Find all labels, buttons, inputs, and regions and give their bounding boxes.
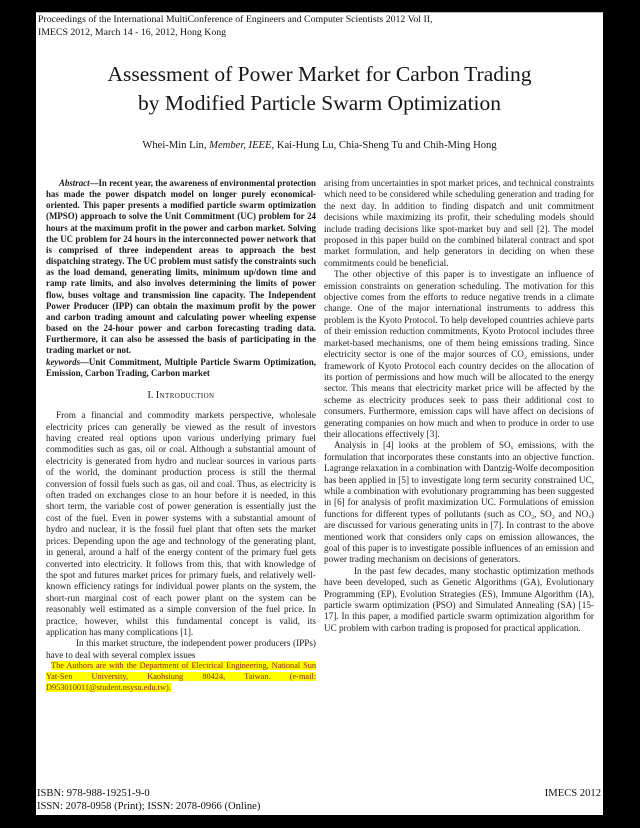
keywords-label: keywords — [46, 356, 81, 367]
footer-conference-label: IMECS 2012 — [544, 787, 601, 799]
proceedings-header-line2: IMECS 2012, March 14 - 16, 2012, Hong Kong — [38, 26, 227, 38]
body-paragraph-2: The other objective of this paper is to investigate an influence of emission constraints on generation scheduling. The motivation for this objective comes from the efforts to reduce negative trends in a climate change. One of the major international instruments to address this problem is the Kyoto Protocol. To help developed countries achieve parts of their emission reduction commitments, Kyoto Protocol includes three market-based mechanisms, one of them being emissions trading. Since electricity sector is one of the major sources of CO₂ emissions, under framework of Kyoto Protocol each country decides on the allocation of its portion of permissions and how much will be allocated to the energy sector. This means that electricity market price will be affected by the scheme as electricity produces seek to pass their additional cost to consumers. Furthermore, emission caps will have affect on decisions of generating companies on how much and when to produce in order to use their allocations effectively [3]. — [324, 269, 594, 439]
intro-paragraph-1: From a financial and commodity markets perspective, wholesale electricity prices can generally be viewed as the result of investors having created real options upon various underlying primary fuel commodities such as gas, oil or coal. Although a substantial amount of electricity is generated from hydro and nuclear sources in various parts of the world, the dominant production process is still the thermal conversion of fossil fuels such as gas, oil and coal. Thus, as electricity is often traded on exchanges close to an hour before it is needed, in this short term, the variable cost of power generation is essentially just the cost of the fuel. Even in power systems with a substantial amount of hydro and nuclear, it is the fossil fuel plant that often sets the market prices. Depending upon the age and technology of the generating plant, in general, around a half of the energy content of the primary fuel gets converted into electricity. It follows from this, that with knowledge of the spot and futures market prices for primary fuels, and relatively well-known efficiency ratings for individual power plants on the system, the short-run marginal cost of each power plant on the system can be reasonably well estimated as a simple conversion of the fuel price. In practice, however, whilst this fundamental concept is valid, its application has many complications [1]. — [46, 410, 316, 637]
intro-paragraph-2: In this market structure, the independent power producers (IPPs) have to deal with several complex issues — [46, 638, 316, 660]
section-title: Introduction — [155, 389, 215, 401]
proceedings-header-line1: Proceedings of the International MultiConference of Engineers and Computer Scientists 2012 Vol II, — [38, 14, 433, 25]
page-title-line1: Assessment of Power Market for Carbon Trading — [107, 62, 532, 86]
proceedings-header — [38, 14, 601, 39]
abstract-label: Abstract — [59, 178, 90, 188]
abstract-text: —In recent year, the awareness of environmental protection has made the power dispatch model on longer purely economical-oriented. This paper presents a modified particle swarm optimization (MPSO) approach to solve the Unit Commitment (UC) problem for 24 hours at the maximum profit in the power and carbon market. Solving the UC problem for 24 hours in the interconnected power network that is comprised of three independent areas to approach the best dispatching strategy. The UC problem must satisfy the constraints such as the load demand, generating limits, minimum up/down time and ramp rate limits, and also involves determining the limits of power flow, buses voltage and transmission line capacity. The Independent Power Producer (IPP) can obtain the maximum profit by the power and carbon trading amount and calculating power wheeling expense based on the 24-hour power and carbon forecasting trading data. Furthermore, it can also be assessed the basis of participating in the trading market or not. — [46, 178, 316, 356]
two-column-body — [46, 178, 594, 693]
body-paragraph-4: In the past few decades, many stochastic optimization methods have been developed, such as Genetic Algorithms (GA), Evolutionary Programming (EP), Evolution Strategies (ES), Immune Algorithm (IA), particle swarm optimization (PSO) and Simulated Annealing (SA) [15-17]. In this paper, a modified particle swarm optimization algorithm for UC problem with carbon trading is proposed for practical application. — [324, 565, 594, 633]
author-membership: Member, IEEE — [209, 140, 272, 151]
keywords-text: —Unit Commitment, Multiple Particle Swarm Optimization, Emission, Carbon Trading, Carbon market — [46, 356, 316, 378]
footer-isbn: ISBN: 978-988-19251-9-0 — [37, 787, 150, 799]
section-number: I. — [147, 389, 156, 401]
page-footer — [37, 787, 601, 814]
author-name-1: Whei-Min Lin, — [142, 140, 210, 151]
authors-line — [36, 140, 603, 151]
page-title — [36, 60, 603, 118]
section-heading-introduction — [46, 390, 316, 401]
abstract-paragraph — [46, 178, 316, 357]
author-affiliation-footnote — [46, 661, 316, 693]
keywords-paragraph — [46, 357, 316, 379]
author-names-rest: , Kai-Hung Lu, Chia-Sheng Tu and Chih-Ming Hong — [271, 140, 497, 151]
footer-issn: ISSN: 2078-0958 (Print); ISSN: 2078-0966 (Online) — [37, 801, 261, 813]
left-column — [46, 178, 316, 693]
footer-identifiers — [37, 787, 260, 814]
right-column — [324, 178, 594, 693]
footnote-highlighted-text: The Authors are with the Department of Electrical Engineering, National Sun Yat-Sen University, Kaohsiung 80424, Taiwan. (e-mail: D953010011@student.nsysu.edu.tw). — [46, 661, 316, 692]
body-paragraph-1: arising from uncertainties in spot market prices, and technical constraints which need to be considered while scheduling generation and trading for the next day. In addition to finding dispatch and unit commitment decisions while maximizing its profit, their scheduling models should include trading decisions like spot-market buy and sell [2]. The model proposed in this paper build on the combined bilateral contract and spot market formulation, and help generators in deciding on when these commitments could be beneficial. — [324, 178, 594, 268]
page-title-line2: by Modified Particle Swarm Optimization — [137, 91, 502, 115]
paper-page — [36, 12, 603, 815]
body-paragraph-3: Analysis in [4] looks at the problem of SOₓ emissions, with the formulation that incorporates these constants into an objective function. Lagrange relaxation in a combination with Dantzig-Wolfe decomposition has been applied in [5] to investigate long term security constrained UC, while a combination with evolutionary programming has been suggested in [6] for analysis of profit maximization UC. Formulations of emission functions for different types of pollutants (such as CO₂, SO₂ and NOₓ) are discussed for various generating units in [7]. In contrast to the above mentioned work that considers only caps on emission allowances, the goal of this paper is to investigate possible influences of an emission and power trading mechanism on decisions of generators. — [324, 440, 594, 565]
